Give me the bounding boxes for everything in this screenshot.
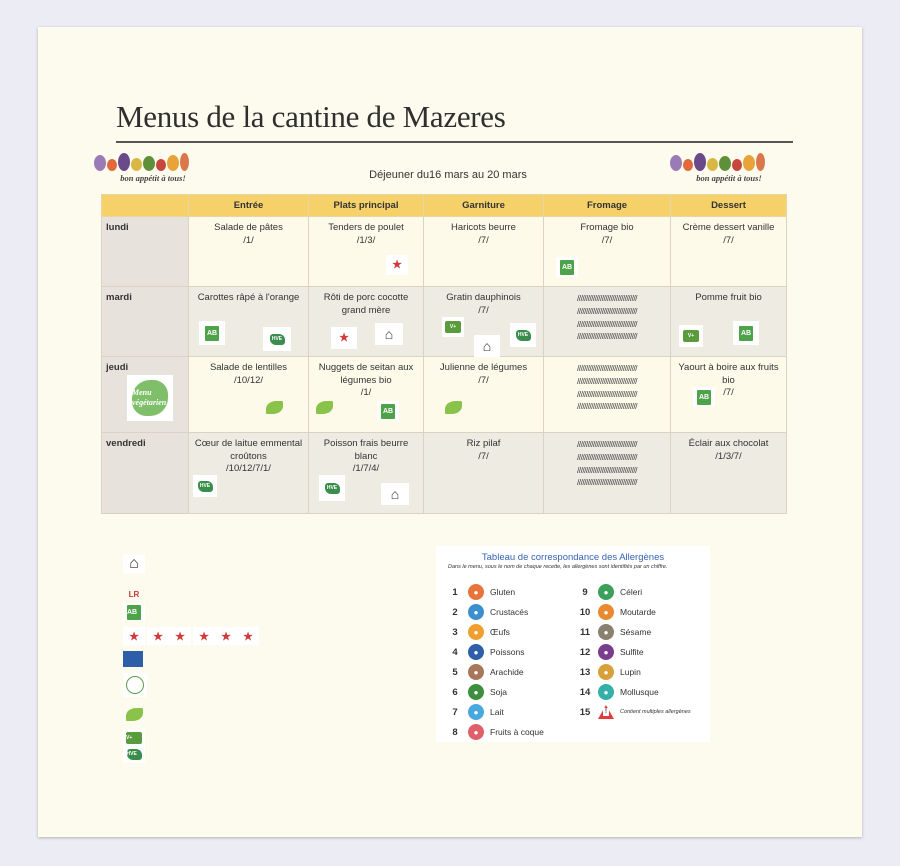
allergen-number: 9	[582, 586, 588, 598]
dish-cell	[189, 217, 309, 287]
table-row	[102, 287, 787, 357]
allergen-name: Lait	[490, 707, 504, 717]
agriculture-bio-icon: AB	[733, 321, 759, 345]
logo-tagline: bon appétit à tous!	[120, 173, 186, 183]
allergen-icon: ●	[468, 684, 484, 700]
header-entree: Entrée	[189, 195, 309, 217]
vegetarien-leaf-icon	[123, 705, 145, 723]
vegetarien-leaf-icon	[313, 397, 335, 417]
allergen-number: 2	[452, 606, 458, 618]
agriculture-bio-icon: AB	[199, 321, 225, 345]
dish-name: Gratin dauphinois	[446, 292, 521, 303]
allergen-icon: ●	[468, 584, 484, 600]
header-garniture: Garniture	[424, 195, 544, 217]
hve-icon: HVE	[263, 327, 291, 351]
allergen-icon: ●	[598, 584, 614, 600]
dish-cell	[544, 217, 671, 287]
label-rouge-icon: LR	[128, 589, 140, 599]
allergen-number: 3	[452, 626, 458, 638]
dish-cell	[544, 287, 671, 357]
allergen-row	[576, 642, 691, 662]
allergen-row	[446, 662, 544, 682]
allergen-name: Soja	[490, 687, 508, 697]
hve-icon: HVE	[193, 475, 217, 497]
allergen-number: 1	[452, 586, 458, 598]
no-cheese-line: //////////////////////////////////	[577, 363, 637, 373]
allergen-row	[576, 582, 691, 602]
origine-france-icon: ★	[147, 627, 169, 645]
allergen-row	[576, 702, 691, 722]
dish-cell	[309, 217, 424, 287]
allergen-row	[446, 582, 544, 602]
allergen-row	[576, 602, 691, 622]
allergen-name: Œufs	[490, 627, 510, 637]
table-row	[102, 433, 787, 514]
allergen-icon: ●	[468, 724, 484, 740]
dish-cell	[309, 357, 424, 433]
dish-cell	[671, 287, 787, 357]
dish-name: Julienne de légumes	[439, 362, 528, 373]
dish-allergens: /10/12/	[233, 374, 264, 386]
origine-france-icon: ★	[215, 627, 237, 645]
dish-cell	[309, 433, 424, 514]
allergen-row	[576, 622, 691, 642]
allergen-column-left	[446, 582, 544, 742]
day-label-text: jeudi	[106, 362, 129, 373]
dish-cell	[544, 357, 671, 433]
allergen-icon: ●	[468, 664, 484, 680]
viande-france-icon: V+	[442, 317, 464, 337]
menu-vegetarien-icon: Menu végétarien	[127, 375, 173, 421]
day-label: lundi	[102, 217, 189, 287]
allergen-name: Arachide	[490, 667, 524, 677]
allergen-number: 8	[452, 726, 458, 738]
dish-allergens: /10/12/7/1/	[226, 463, 271, 474]
allergen-number: 4	[452, 646, 458, 658]
dish-name: Salade de lentilles	[209, 362, 288, 373]
table-header-row	[102, 195, 787, 217]
dish-cell	[671, 217, 787, 287]
day-label: mardi	[102, 287, 189, 357]
dish-allergens: /7/	[601, 234, 613, 246]
no-cheese-line: //////////////////////////////////	[577, 451, 637, 462]
ecocert-icon	[123, 673, 147, 697]
dish-name: Carottes râpé à l'orange	[197, 292, 300, 303]
page-title: Menus de la cantine de Mazeres	[116, 99, 506, 134]
dish-cell	[544, 433, 671, 514]
hve-icon: HVE	[123, 745, 145, 763]
agriculture-bio-icon: AB	[377, 401, 399, 421]
no-cheese-line: //////////////////////////////////	[577, 401, 637, 412]
dish-name: Fromage bio	[580, 222, 634, 233]
allergen-number: 12	[579, 646, 591, 658]
allergen-number: 14	[579, 686, 591, 698]
allergen-icon: ●	[598, 684, 614, 700]
dish-name: Salade de pâtes	[214, 222, 283, 233]
origine-france-icon: ★	[193, 627, 215, 645]
menu-page	[38, 27, 862, 837]
hve-icon: HVE	[510, 323, 536, 347]
allergen-name: Poissons	[490, 647, 525, 657]
dish-allergens: /7/	[478, 304, 489, 316]
origine-france-icon: ★	[331, 327, 357, 349]
allergen-icon: ●	[598, 624, 614, 640]
allergen-row	[446, 682, 544, 702]
dish-cell	[671, 433, 787, 514]
allergen-name: Céleri	[620, 587, 643, 597]
menu-table	[101, 194, 787, 514]
peche-durable-icon	[123, 651, 143, 667]
dish-allergens: /7/	[478, 450, 489, 462]
dish-name: Riz pilaf	[466, 438, 501, 449]
fait-maison-icon: ⌂	[123, 555, 145, 573]
allergen-row	[446, 642, 544, 662]
logo-tagline: bon appétit à tous!	[696, 173, 762, 183]
allergen-number: 10	[579, 606, 591, 618]
allergen-name: Gluten	[490, 587, 516, 597]
allergen-icon: ●	[598, 644, 614, 660]
dish-name: Yaourt à boire aux fruits bio	[678, 362, 779, 386]
header-fromage: Fromage	[544, 195, 671, 217]
no-cheese-line: //////////////////////////////////	[577, 305, 637, 316]
no-cheese-line: //////////////////////////////////	[577, 293, 637, 303]
header-plat: Plats principal	[309, 195, 424, 217]
allergen-number: 6	[452, 686, 458, 698]
allergen-title: Tableau de correspondance des Allergènes	[481, 552, 665, 563]
allergen-column-right	[576, 582, 691, 722]
dish-allergens: /7/	[723, 387, 734, 398]
viande-france-icon: V+	[679, 325, 703, 347]
allergen-number: 11	[579, 626, 591, 638]
allergen-name: Crustacés	[490, 607, 529, 617]
allergen-row	[446, 602, 544, 622]
dish-cell	[189, 287, 309, 357]
allergen-icon: ●	[598, 604, 614, 620]
dish-cell	[671, 357, 787, 433]
allergen-row	[446, 722, 544, 742]
agriculture-bio-icon: AB	[693, 387, 715, 407]
allergen-icon: ●	[468, 704, 484, 720]
hve-icon: HVE	[319, 475, 345, 501]
dish-cell	[424, 433, 544, 514]
no-cheese-line: //////////////////////////////////	[577, 388, 637, 399]
origine-france-icon: ★	[169, 627, 191, 645]
dish-cell	[424, 287, 544, 357]
allergen-icon: ●	[468, 644, 484, 660]
fait-maison-icon: ⌂	[375, 323, 403, 345]
allergen-name: Sésame	[620, 627, 652, 637]
no-cheese-line: //////////////////////////////////	[577, 439, 637, 449]
dish-name: Éclair aux chocolat	[688, 438, 769, 449]
no-cheese-line: //////////////////////////////////	[577, 318, 637, 329]
origine-france-icon: ★	[237, 627, 259, 645]
dish-allergens: /1/3/7/	[715, 450, 742, 462]
dish-name: Haricots beurre	[451, 222, 516, 233]
dish-allergens: /7/	[723, 234, 734, 246]
allergen-name: Lupin	[620, 667, 641, 677]
dish-allergens: /1/	[360, 387, 372, 398]
agriculture-bio-icon: AB	[556, 257, 578, 277]
dish-name: Pomme fruit bio	[695, 292, 762, 303]
dish-name: Cœur de laitue emmental croûtons	[194, 438, 303, 462]
no-cheese-line: //////////////////////////////////	[577, 477, 637, 488]
allergen-row	[576, 662, 691, 682]
allergen-number: 13	[579, 666, 591, 678]
dish-name: Rôti de porc cocotte grand mère	[323, 292, 409, 316]
allergen-row	[446, 702, 544, 722]
allergen-icon: ●	[598, 664, 614, 680]
fruits-logo-left	[94, 149, 212, 189]
allergen-number: 7	[452, 706, 458, 718]
origine-france-icon: ★	[123, 627, 145, 645]
allergen-table	[436, 546, 710, 742]
day-label	[102, 357, 189, 433]
allergen-icon: ●	[468, 604, 484, 620]
dish-cell	[424, 357, 544, 433]
table-row	[102, 357, 787, 433]
no-cheese-line: //////////////////////////////////	[577, 331, 637, 342]
dish-allergens: /1/	[243, 234, 254, 246]
dish-name: Tenders de poulet	[328, 222, 404, 233]
dish-cell	[309, 287, 424, 357]
header-empty	[102, 195, 189, 217]
fruits-illustration	[670, 149, 788, 171]
dish-cell	[189, 433, 309, 514]
header-dessert: Dessert	[671, 195, 787, 217]
day-label: vendredi	[102, 433, 189, 514]
vegetarien-leaf-icon	[442, 397, 464, 417]
dish-allergens: /1/3/	[356, 234, 376, 246]
dish-allergens: /1/7/4/	[352, 463, 380, 474]
no-cheese-line: //////////////////////////////////	[577, 375, 637, 386]
allergen-name: Mollusque	[620, 687, 659, 697]
allergen-row	[576, 682, 691, 702]
allergen-name: Moutarde	[620, 607, 656, 617]
fruits-illustration	[94, 149, 212, 171]
fruits-logo-right	[670, 149, 788, 189]
dish-allergens: /7/	[478, 374, 489, 386]
dish-cell	[189, 357, 309, 433]
menu-period: Déjeuner du16 mars au 20 mars	[369, 169, 527, 181]
no-cheese-line: //////////////////////////////////	[577, 464, 637, 475]
viande-france-icon: V+	[123, 729, 145, 747]
allergen-name: Fruits à coque	[490, 727, 544, 737]
dish-allergens: /7/	[478, 234, 489, 246]
allergen-row	[446, 622, 544, 642]
allergen-name: Contient multiples allergènes	[620, 708, 691, 715]
dish-name: Nuggets de seitan aux légumes bio	[318, 362, 414, 386]
allergen-icon: ●	[468, 624, 484, 640]
fait-maison-icon: ⌂	[474, 335, 500, 357]
vegetarien-leaf-icon	[263, 397, 285, 417]
table-row	[102, 217, 787, 287]
dish-cell	[424, 217, 544, 287]
allergen-number: 5	[452, 666, 458, 678]
allergen-name: Sulfite	[620, 647, 644, 657]
allergen-description: Dans le menu, sous le nom de chaque recette, les allergènes sont identifiés par un chiffre.	[448, 564, 668, 570]
origine-france-icon: ★	[386, 255, 408, 275]
allergen-number: 15	[579, 706, 591, 718]
agriculture-bio-icon: AB	[123, 603, 145, 621]
dish-name: Crème dessert vanille	[682, 222, 775, 233]
dish-name: Poisson frais beurre blanc	[323, 438, 409, 462]
warning-icon: !	[598, 705, 614, 719]
title-divider	[116, 141, 793, 143]
fait-maison-icon: ⌂	[381, 483, 409, 505]
